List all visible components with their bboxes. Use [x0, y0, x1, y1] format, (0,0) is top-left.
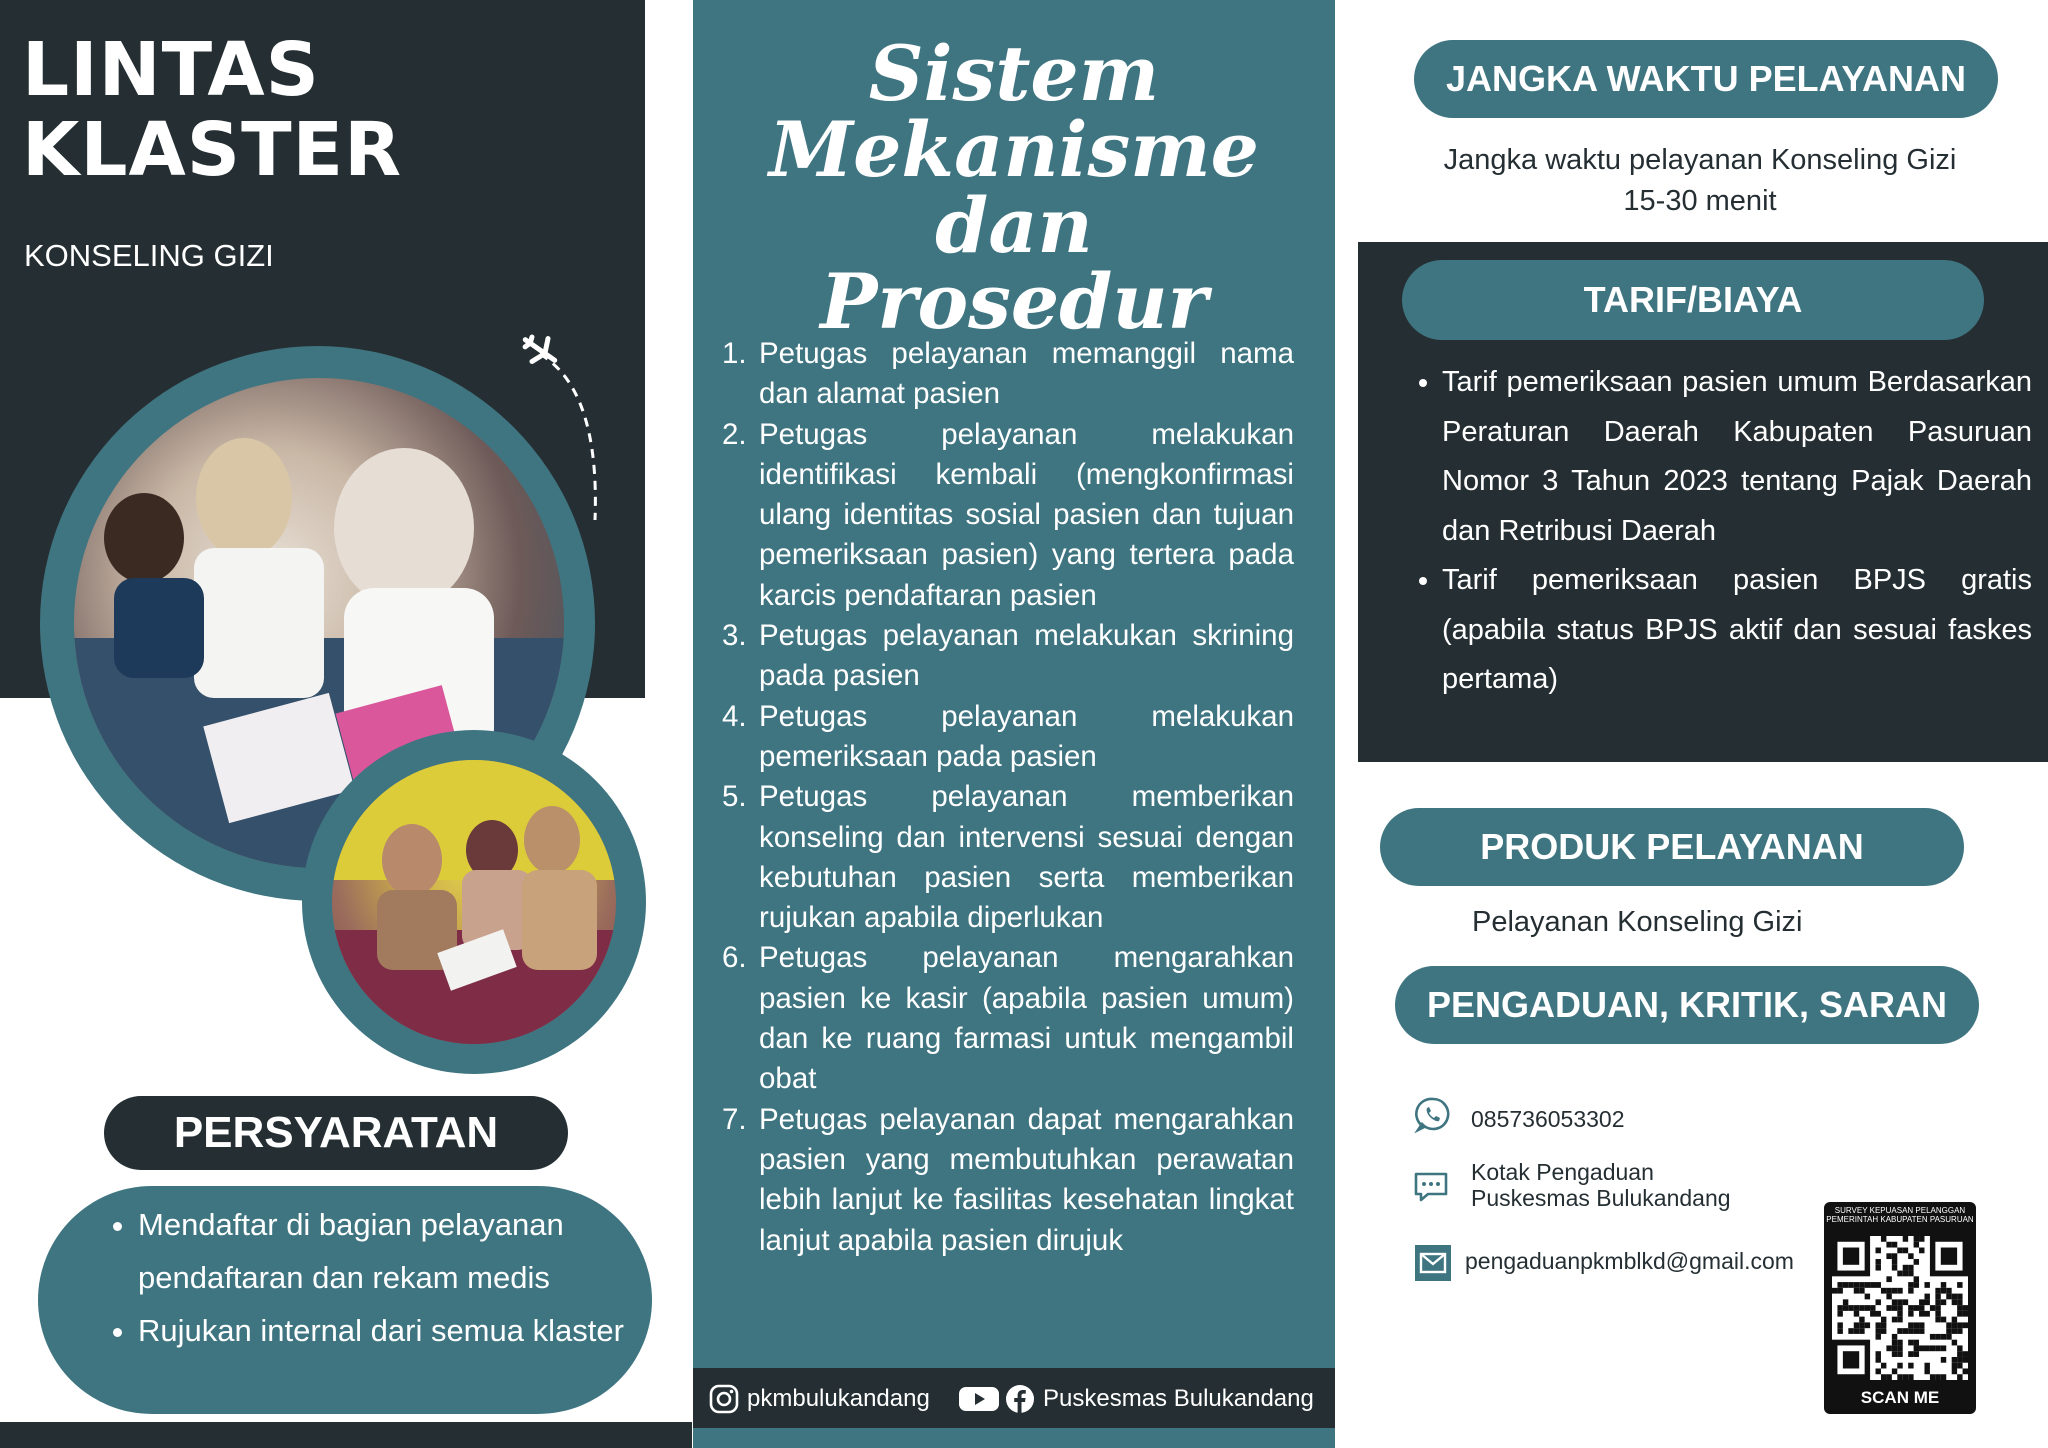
- procedure-title-line-1: Sistem: [868, 29, 1160, 118]
- qr-code: [1832, 1236, 1968, 1380]
- qr-header-line-2: PEMERINTAH KABUPATEN PASURUAN: [1826, 1215, 1974, 1224]
- complaint-box: [1471, 1159, 1731, 1211]
- product-heading: PRODUK PELAYANAN: [1380, 808, 1964, 886]
- step-text: Petugas pelayanan memberikan konseling dan intervensi sesuai dengan kebutuhan pasien serta memberikan rujukan apabila diperlukan: [759, 780, 1294, 935]
- procedure-step: [722, 334, 1294, 415]
- title-line-1: LINTAS: [22, 27, 320, 113]
- chat-icon: [1412, 1168, 1450, 1206]
- service-time-text: [1400, 140, 2000, 222]
- counseling-photo-small: [302, 730, 646, 1074]
- procedure-step: [722, 616, 1294, 697]
- phone-number: 085736053302: [1471, 1106, 1625, 1132]
- tariff-item: • Tarif pemeriksaan pasien BPJS gratis (apabila status BPJS aktif dan sesuai faskes pertama): [1442, 556, 2032, 705]
- procedure-title-line-3: Prosedur: [820, 257, 1208, 346]
- procedure-title: [693, 29, 1335, 346]
- step-number: 7.: [722, 1102, 747, 1136]
- requirements-heading: PERSYARATAN: [104, 1096, 568, 1170]
- requirements-list: [100, 1198, 658, 1357]
- step-text: Petugas pelayanan memanggil nama dan alamat pasien: [759, 337, 1294, 411]
- procedure-steps: [722, 334, 1294, 1261]
- tariff-list: [1406, 358, 2032, 705]
- procedure-step: [722, 697, 1294, 778]
- page-title: [22, 27, 403, 193]
- step-text: Petugas pelayanan mengarahkan pasien ke kasir (apabila pasien umum) dan ke ruang farmasi untuk mengambil obat: [759, 941, 1294, 1096]
- procedure-step: [722, 415, 1294, 616]
- step-number: 5.: [722, 780, 747, 814]
- instagram-icon: [709, 1384, 739, 1414]
- step-number: 6.: [722, 941, 747, 975]
- instagram-handle: pkmbulukandang: [747, 1385, 930, 1412]
- middle-bottom-band: [693, 1428, 1335, 1448]
- procedure-step: [722, 938, 1294, 1099]
- complaint-box-line-1: Kotak Pengaduan: [1471, 1159, 1654, 1185]
- photo-scene: [332, 760, 616, 1044]
- complaint-box-line-2: Puskesmas Bulukandang: [1471, 1185, 1731, 1211]
- service-time-heading: JANGKA WAKTU PELAYANAN: [1414, 40, 1998, 118]
- step-text: Petugas pelayanan melakukan identifikasi kembali (mengkonfirmasi ulang identitas sosial pasien dan tujuan pemeriksaan pasien) yang tertera pada karcis pendaftaran pasien: [759, 417, 1294, 612]
- title-line-2: KLASTER: [22, 107, 403, 193]
- youtube-icon: [959, 1384, 999, 1414]
- tariff-heading: TARIF/BIAYA: [1402, 260, 1984, 340]
- requirement-item: • Mendaftar di bagian pelayanan pendaftaran dan rekam medis: [138, 1198, 658, 1304]
- facebook-page: Puskesmas Bulukandang: [1043, 1385, 1314, 1412]
- procedure-step: [722, 777, 1294, 938]
- email-icon: [1414, 1244, 1452, 1282]
- facebook-icon: [1005, 1384, 1035, 1414]
- whatsapp-icon: [1414, 1096, 1452, 1134]
- service-time-line-2: 15-30 menit: [1623, 185, 1777, 217]
- facebook-link[interactable]: [959, 1384, 1314, 1414]
- photo-image: [332, 760, 616, 1044]
- left-bottom-strip: [0, 1422, 692, 1448]
- email-address[interactable]: pengaduanpkmblkd@gmail.com: [1465, 1248, 1794, 1274]
- tariff-item: • Tarif pemeriksaan pasien umum Berdasarkan Peraturan Daerah Kabupaten Pasuruan Nomor 3 Tahun 2023 tentang Pajak Daerah dan Retribusi Daerah: [1442, 358, 2032, 556]
- survey-qr-card[interactable]: [1824, 1202, 1976, 1414]
- service-time-line-1: Jangka waktu pelayanan Konseling Gizi: [1443, 144, 1957, 176]
- qr-scan-label: SCAN ME: [1860, 1388, 1940, 1407]
- subtitle: KONSELING GIZI: [24, 238, 274, 273]
- instagram-link[interactable]: [709, 1384, 930, 1414]
- step-number: 1.: [722, 337, 747, 370]
- step-number: 3.: [722, 619, 747, 653]
- qr-header-line-1: SURVEY KEPUASAN PELANGGAN: [1834, 1206, 1966, 1215]
- step-text: Petugas pelayanan dapat mengarahkan pasien yang membutuhkan perawatan lebih lanjut ke fasilitas kesehatan lingkat lanjut apabila pasien dirujuk: [759, 1102, 1294, 1257]
- procedure-title-line-2: Mekanisme dan: [768, 105, 1260, 270]
- step-number: 4.: [722, 699, 747, 733]
- complaint-heading: PENGADUAN, KRITIK, SARAN: [1395, 966, 1979, 1044]
- step-text: Petugas pelayanan melakukan pemeriksaan pada pasien: [759, 699, 1294, 773]
- step-text: Petugas pelayanan melakukan skrining pada pasien: [759, 619, 1294, 693]
- procedure-step: [722, 1100, 1294, 1261]
- qr-header: [1824, 1206, 1976, 1224]
- product-text: Pelayanan Konseling Gizi: [1472, 906, 1803, 938]
- social-footer: [693, 1368, 1335, 1428]
- requirement-item: • Rujukan internal dari semua klaster: [138, 1304, 658, 1357]
- step-number: 2.: [722, 417, 747, 451]
